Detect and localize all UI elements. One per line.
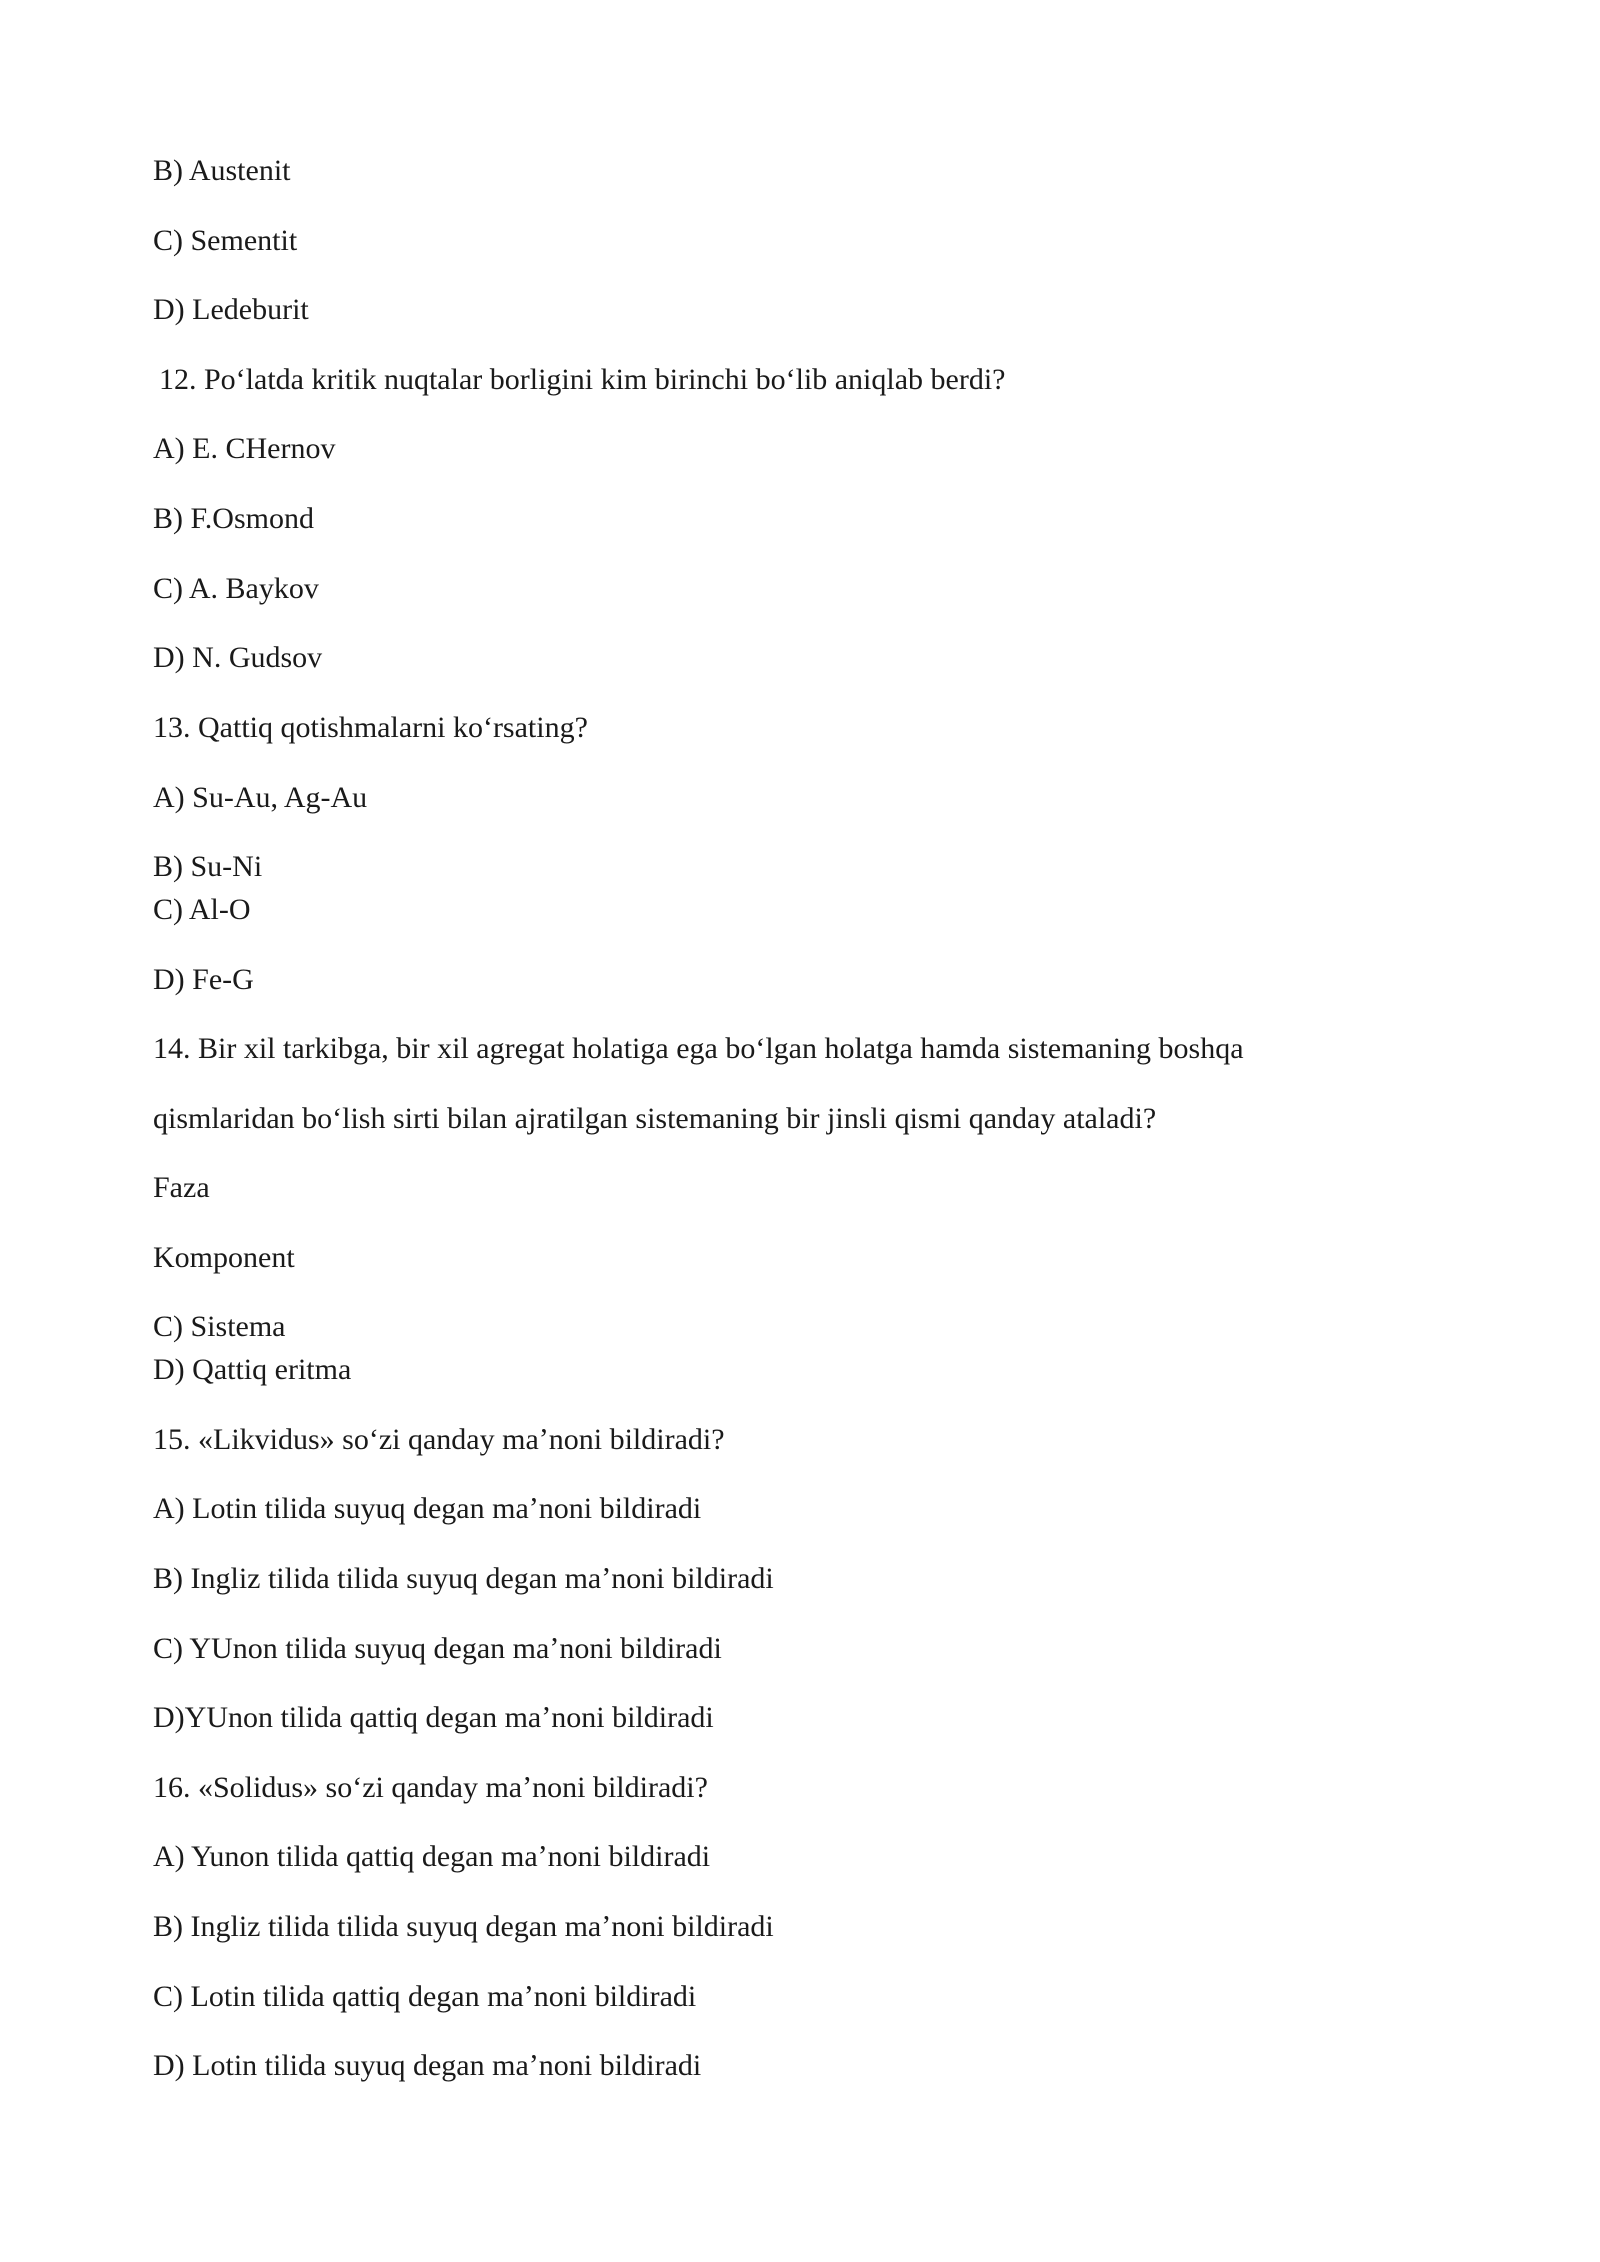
option-13-b: B) Su-Ni bbox=[153, 850, 263, 883]
option-16-b: B) Ingliz tilida tilida suyuq degan maʼnoni bildiradi bbox=[153, 1910, 774, 1943]
option-12-a: A) E. CHernov bbox=[153, 432, 336, 465]
option-13-a: A) Su-Au, Ag-Au bbox=[153, 781, 368, 814]
option-13-c: C) Al-O bbox=[153, 893, 251, 926]
option-11-b: B) Austenit bbox=[153, 154, 291, 187]
option-15-a: A) Lotin tilida suyuq degan maʼnoni bildiradi bbox=[153, 1492, 702, 1525]
option-12-c: C) A. Baykov bbox=[153, 572, 319, 605]
question-14-line-2: qismlaridan boʻlish sirti bilan ajratilgan sistemaning bir jinsli qismi qanday ataladi? bbox=[153, 1102, 1157, 1135]
option-15-c: C) YUnon tilida suyuq degan maʼnoni bildiradi bbox=[153, 1632, 722, 1665]
question-16: 16. «Solidus» soʻzi qanday maʼnoni bildiradi? bbox=[153, 1771, 708, 1804]
question-13: 13. Qattiq qotishmalarni koʻrsating? bbox=[153, 711, 588, 744]
option-11-c: C) Sementit bbox=[153, 224, 298, 257]
option-15-b: B) Ingliz tilida tilida suyuq degan maʼnoni bildiradi bbox=[153, 1562, 774, 1595]
option-11-d: D) Ledeburit bbox=[153, 293, 309, 326]
question-15: 15. «Likvidus» soʻzi qanday maʼnoni bildiradi? bbox=[153, 1423, 725, 1456]
option-12-d: D) N. Gudsov bbox=[153, 641, 323, 674]
option-13-d: D) Fe-G bbox=[153, 963, 254, 996]
option-14-c: C) Sistema bbox=[153, 1310, 286, 1343]
option-16-a: A) Yunon tilida qattiq degan maʼnoni bildiradi bbox=[153, 1840, 711, 1873]
question-14-line-1: 14. Bir xil tarkibga, bir xil agregat holatiga ega boʻlgan holatga hamda sistemaning boshqa bbox=[153, 1032, 1244, 1065]
option-12-b: B) F.Osmond bbox=[153, 502, 314, 535]
option-14-d: D) Qattiq eritma bbox=[153, 1353, 352, 1386]
question-12: 12. Poʻlatda kritik nuqtalar borligini kim birinchi boʻlib aniqlab berdi? bbox=[159, 363, 1006, 396]
option-14-b: Komponent bbox=[153, 1241, 295, 1274]
option-16-d: D) Lotin tilida suyuq degan maʼnoni bildiradi bbox=[153, 2049, 702, 2082]
option-15-d: D)YUnon tilida qattiq degan maʼnoni bildiradi bbox=[153, 1701, 714, 1734]
option-16-c: C) Lotin tilida qattiq degan maʼnoni bildiradi bbox=[153, 1980, 697, 2013]
option-14-a: Faza bbox=[153, 1171, 210, 1204]
